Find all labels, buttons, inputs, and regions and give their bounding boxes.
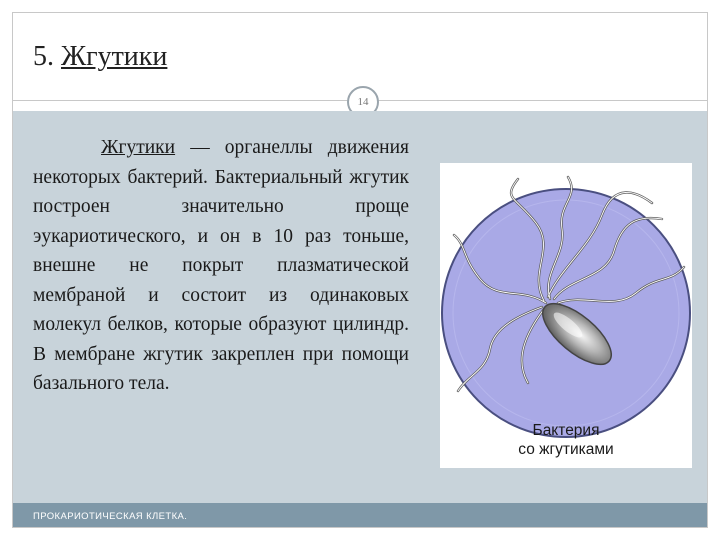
caption-line-2: со жгутиками [518,441,614,458]
slide [12,12,708,528]
caption-line-1: Бактерия [532,422,600,439]
footer-bar [13,503,707,528]
title-number: 5. [33,41,54,72]
figure-caption [440,421,692,459]
bacterium-figure [440,163,692,468]
body-term: Жгутики [101,137,176,158]
slide-title [33,41,167,73]
body-text: — органеллы движения некоторых бактерий. Бактериальный жгутик построен значительно проще эукариотического, и он в 10 раз тоньше, внешне не покрыт плазматической мембраной и состоит из одинаковых молекул белков, которые образуют цилиндр. В мембране жгутик закреплен при помощи базального тела. [33,137,409,394]
body-paragraph [33,133,409,399]
footer-text: ПРОКАРИОТИЧЕСКАЯ КЛЕТКА. [33,511,188,522]
page-number: 14 [357,96,369,108]
title-word: Жгутики [61,41,168,72]
content-panel [13,111,707,503]
